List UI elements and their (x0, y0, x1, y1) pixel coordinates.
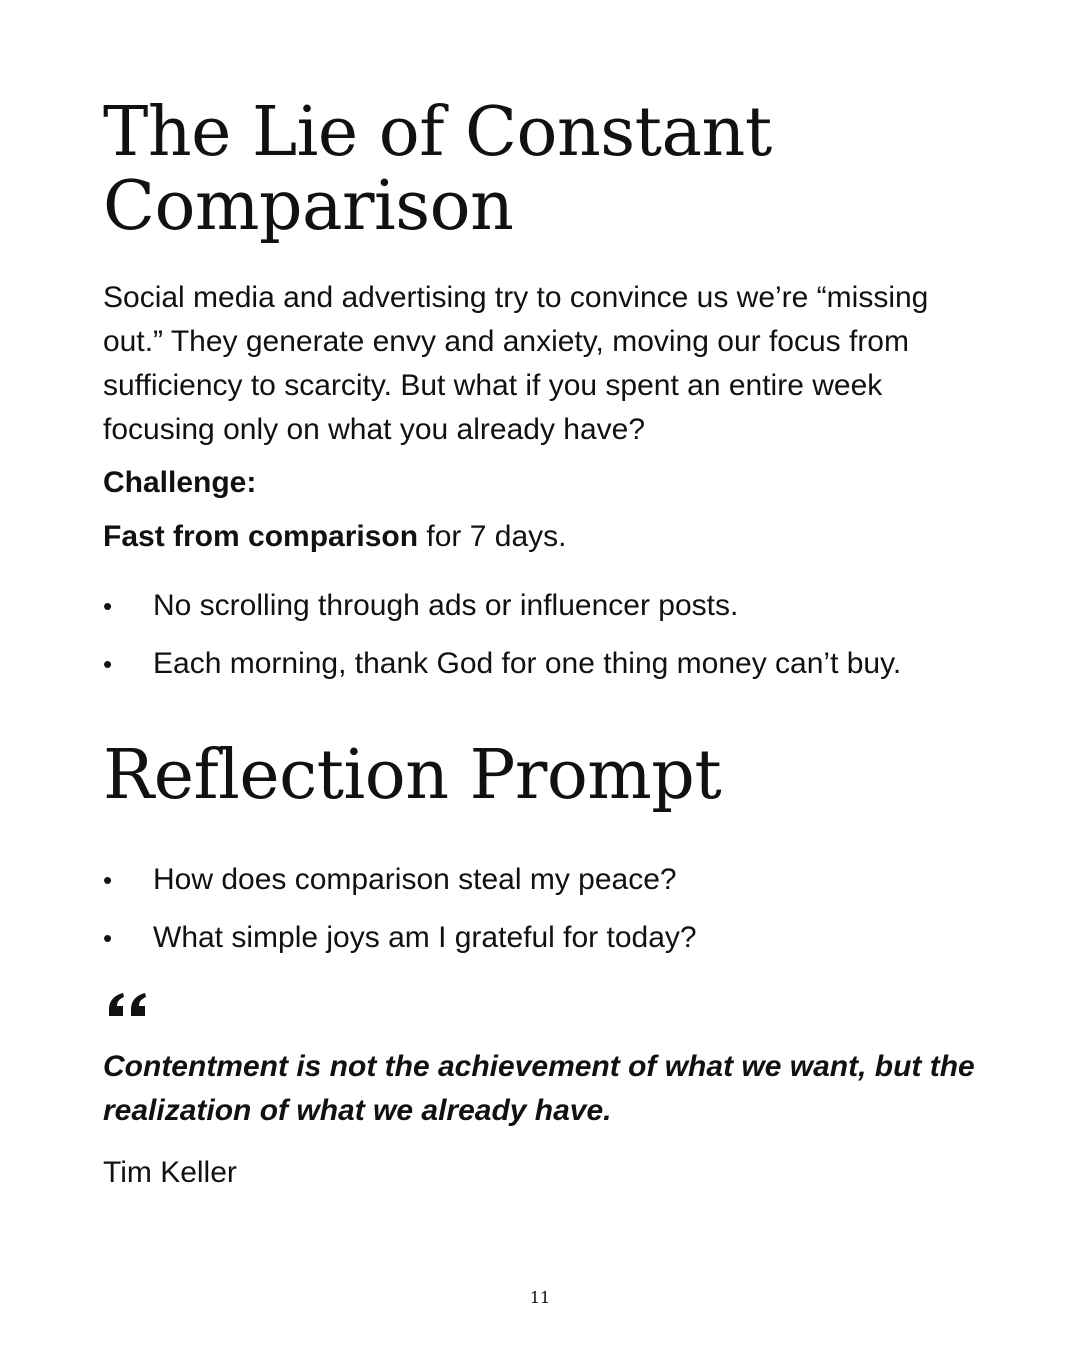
reflection-list-item (103, 860, 993, 900)
quote-author: Tim Keller (103, 1156, 237, 1189)
challenge-statement (103, 517, 566, 557)
intro-paragraph: Social media and advertising try to convince us we’re “missing out.” They generate envy and anxiety, moving our focus from sufficiency to scarcity. But what if you spent an entire week focusing only on what you already have? (103, 281, 929, 446)
section-title: The Lie of Constant Comparison (103, 93, 772, 246)
challenge-heading: Challenge: (103, 466, 257, 499)
reflection-item-text: How does comparison steal my peace? (153, 863, 677, 896)
challenge-bold-text: Fast from comparison (103, 520, 419, 553)
quote-mark-icon (103, 980, 151, 1030)
page-number: 11 (529, 1288, 551, 1307)
challenge-rest-text: for 7 days. (418, 520, 567, 553)
reflection-heading: Reflection Prompt (103, 736, 722, 815)
challenge-list-item (103, 586, 993, 626)
reflection-item-text: What simple joys am I grateful for today? (153, 921, 697, 954)
bullet-icon: • (103, 591, 113, 621)
challenge-list (103, 586, 993, 702)
quote-text: Contentment is not the achievement of what we want, but the realization of what we already have. (103, 1050, 975, 1127)
bullet-icon: • (103, 923, 113, 953)
challenge-item-text: No scrolling through ads or influencer posts. (153, 589, 739, 622)
bullet-icon: • (103, 865, 113, 895)
reflection-list (103, 860, 993, 976)
challenge-item-text: Each morning, thank God for one thing money can’t buy. (153, 647, 902, 680)
reflection-list-item (103, 918, 993, 958)
challenge-list-item (103, 644, 993, 684)
bullet-icon: • (103, 649, 113, 679)
